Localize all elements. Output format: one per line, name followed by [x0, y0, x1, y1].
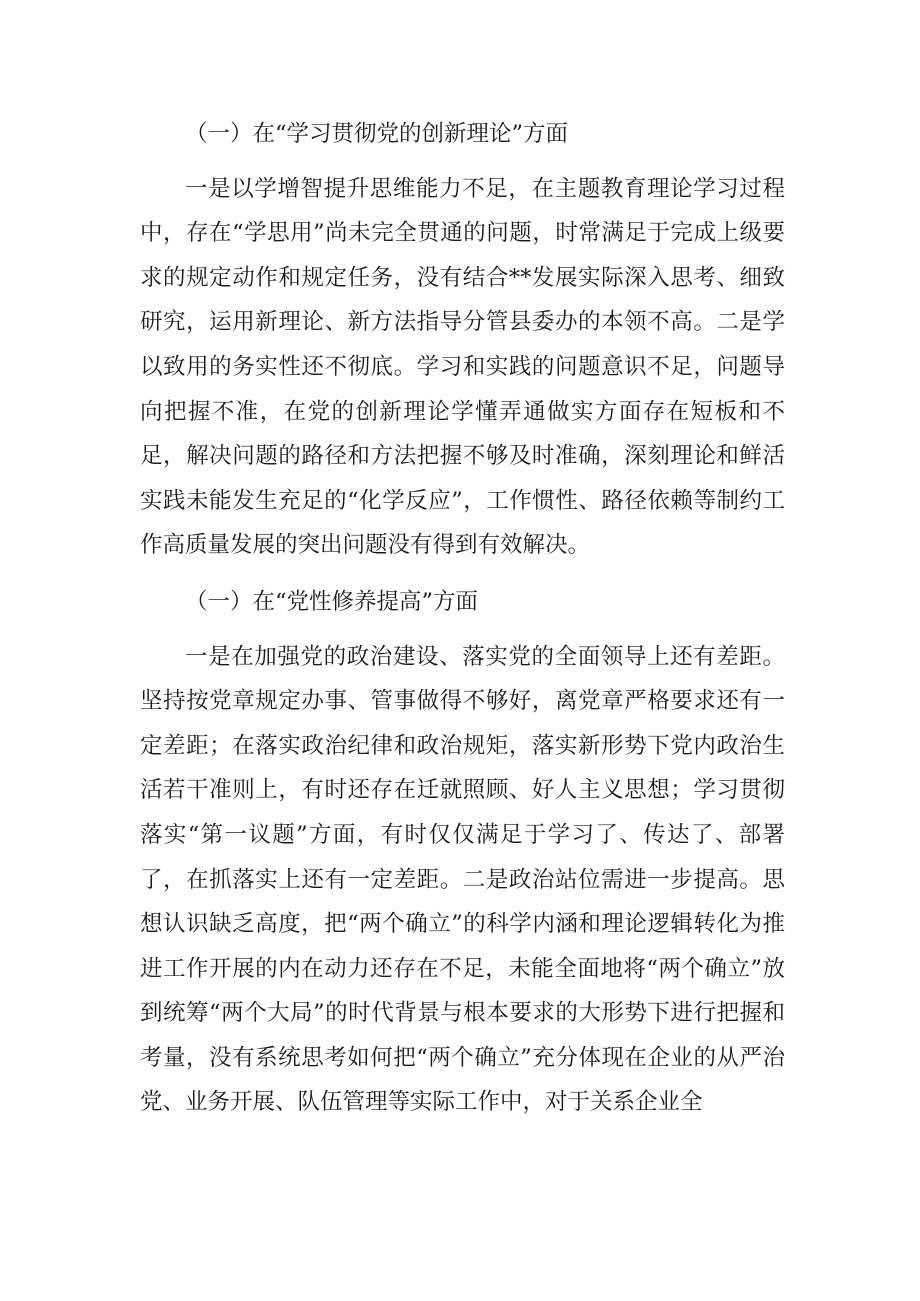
section-heading-1: （一）在“学习贯彻党的创新理论”方面 [185, 121, 569, 147]
section-paragraph-2: 一是在加强党的政治建设、落实党的全面领导上还有差距。坚持按党章规定办事、管事做得不够好，离党章严格要求还有一定差距；在落实政治纪律和政治规矩，落实新形势下党内政治生活若干准则上，有时还存在迁就照顾、好人主义思想；学习贯彻落实“第一议题”方面，有时仅仅满足于学习了、传达了、部署了，在抓落实上还有一定差距。二是政治站位需进一步提高。思想认识缺乏高度，把“两个确立”的科学内涵和理论逻辑转化为推进工作开展的内在动力还存在不足，未能全面地将“两个确立”放到统筹“两个大局”的时代背景与根本要求的大形势下进行把握和考量，没有系统思考如何把“两个确立”充分体现在企业的从严治党、业务开展、队伍管理等实际工作中，对于关系企业全 [140, 643, 785, 1116]
document-body [140, 112, 785, 1137]
section-paragraph-1: 一是以学增智提升思维能力不足，在主题教育理论学习过程中，存在“学思用”尚未完全贯通的问题，时常满足于完成上级要求的规定动作和规定任务，没有结合**发展实际深入思考、细致研究，运用新理论、新方法指导分管县委办的本领不高。二是学以致用的务实性还不彻底。学习和实践的问题意识不足，问题导向把握不准，在党的创新理论学懂弄通做实方面存在短板和不足，解决问题的路径和方法把握不够及时准确，深刻理论和鲜活实践未能发生充足的“化学反应”，工作惯性、路径依赖等制约工作高质量发展的突出问题没有得到有效解决。 [140, 175, 785, 559]
section-heading-2: （一）在“党性修养提高”方面 [185, 588, 479, 615]
